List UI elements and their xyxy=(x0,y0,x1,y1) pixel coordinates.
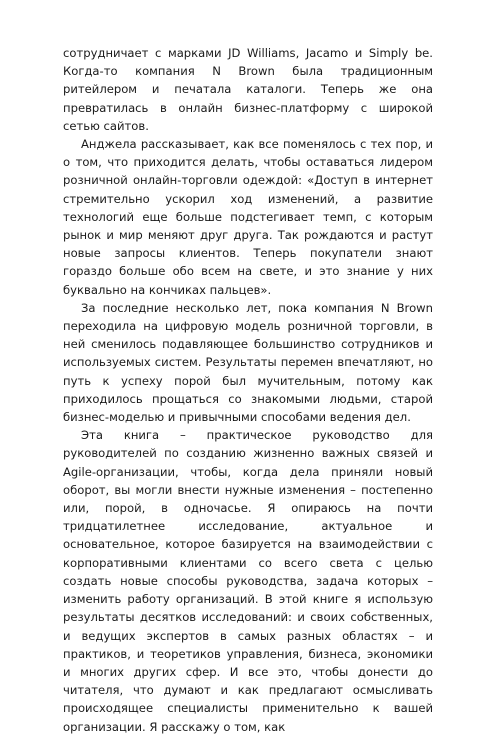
paragraph: Анджела рассказывает, как все поменялось с тех пор, и о том, что приходится делать, чтобы оставаться лидером розничной онлайн-торговли одеждой: «Доступ в интернет стремительно ускорил ход изменений, а развитие технологий еще больше подстегивает темп, с которым рынок и мир меняют друг друга. Так рождаются и растут новые запросы клиентов. Теперь покупатели знают гораздо больше обо всем на свете, и это знание у них буквально на кончиках пальцев». xyxy=(63,137,433,297)
paragraph: сотрудничает с марками JD Williams, Jacamo и Simply be. Когда-то компания N Brown была традиционным ритейлером и печатала каталоги. Теперь же она превратилась в онлайн бизнес-платформу с широкой сетью сайтов. xyxy=(63,46,433,133)
paragraph: За последние несколько лет, пока компания N Brown переходила на цифровую модель розничной торговли, в ней сменилось подавляющее большинство сотрудников и используемых систем. Результаты перемен впечатляют, но путь к успеху порой был мучительным, потому как приходилось прощаться со знакомыми людьми, старой бизнес-моделью и привычными способами ведения дел. xyxy=(63,300,433,425)
paragraph: Эта книга – практическое руководство для руководителей по созданию жизненно важных связей и Agile-организации, чтобы, когда дела приняли новый оборот, вы могли внести нужные изменения – постепенно или, порой, в одночасье. Я опираюсь на почти тридцатилетнее исследование, актуальное и основательное, которое базируется на взаимодействии с корпоративными клиентами со всего света с целью создать новые способы руководства, задача которых – изменить работу организаций. В этой книге я использую результаты десятков исследований: и своих собственных, и ведущих экспертов в самых разных областях – и практиков, и теоретиков управления, бизнеса, экономики и многих других сфер. И все это, чтобы донести до читателя, что думают и как предлагают осмысливать происходящее специалисты применительно к вашей организации. Я расскажу о том, как xyxy=(63,428,433,734)
document-page xyxy=(63,44,433,736)
